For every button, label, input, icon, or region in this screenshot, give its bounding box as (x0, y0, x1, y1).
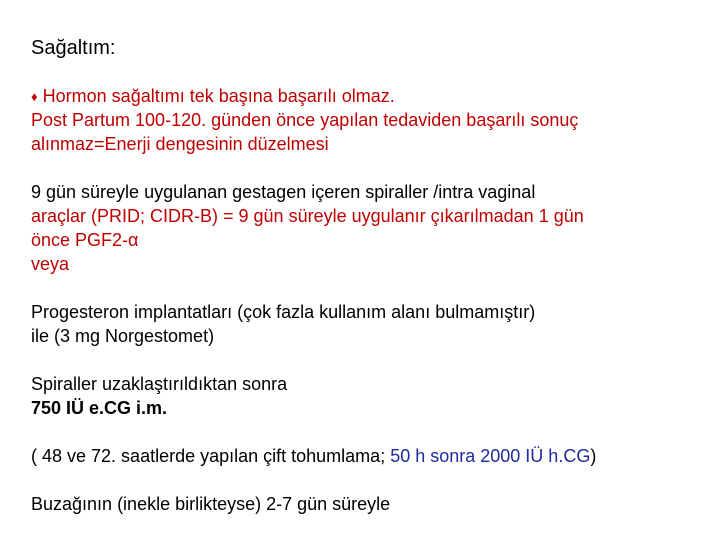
spiral-removal-line: Spiraller uzaklaştırıldıktan sonra (31, 374, 288, 394)
diamond-bullet-icon: ♦ (31, 89, 38, 104)
calf-line: Buzağının (inekle birlikteyse) 2-7 gün süreyle (31, 494, 391, 514)
pgf2-line: önce PGF2-α (31, 230, 139, 250)
prid-cidr-line: araçlar (PRID; CIDR-B) = 9 gün süreyle uygulanır çıkarılmadan 1 gün (31, 206, 584, 226)
insemination-text: ( 48 ve 72. saatlerde yapılan çift tohumlama; (31, 446, 391, 466)
slide-title: Sağaltım: (31, 37, 116, 59)
slide (31, 0, 701, 540)
hcg-dose-text: 50 h sonra 2000 IÜ h.CG (390, 446, 591, 466)
ecg-dose-line: 750 IÜ e.CG i.m. (31, 398, 168, 418)
norgestomet-line: ile (3 mg Norgestomet) (31, 326, 215, 346)
hormone-treatment-line (31, 84, 395, 110)
progesterone-implant-line: Progesteron implantatları (çok fazla kullanım alanı bulmamıştır) (31, 302, 536, 322)
energy-balance-line: alınmaz=Enerji dengesinin düzelmesi (31, 134, 329, 154)
closing-paren: ) (590, 446, 597, 466)
gestagen-spiral-line: 9 gün süreyle uygulanan gestagen içeren spiraller /intra vaginal (31, 182, 536, 202)
veya-line: veya (31, 254, 70, 274)
insemination-line (31, 444, 596, 468)
post-partum-line: Post Partum 100-120. günden önce yapılan tedaviden başarılı sonuç (31, 110, 579, 130)
hormone-treatment-text: Hormon sağaltımı tek başına başarılı olmaz. (42, 86, 395, 106)
